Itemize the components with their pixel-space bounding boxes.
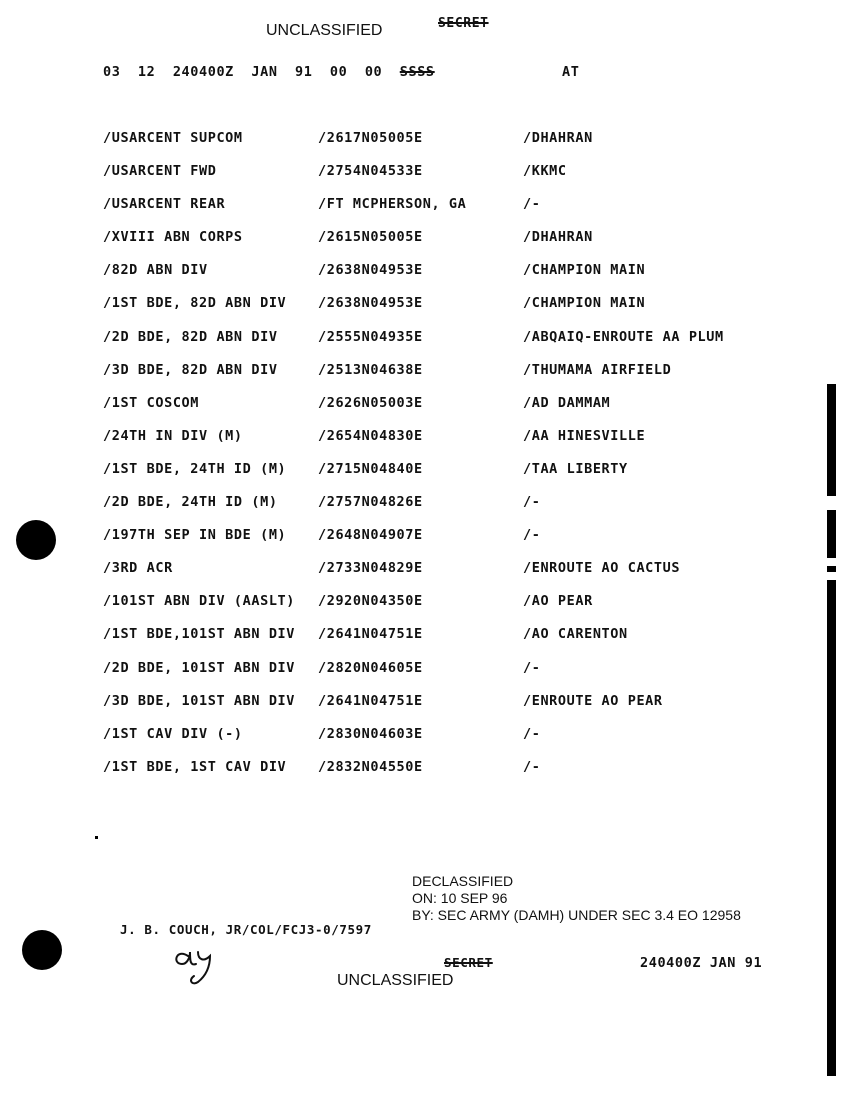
table-row (103, 693, 803, 726)
grid-coordinate: /2920N04350E (318, 593, 423, 610)
unit-location: /THUMAMA AIRFIELD (523, 361, 672, 378)
table-row (103, 759, 803, 792)
unit-location: /ABQAIQ-ENROUTE AA PLUM (523, 328, 724, 345)
unit-location: /CHAMPION MAIN (523, 295, 646, 312)
unit-name: /3D BDE, 82D ABN DIV (103, 361, 278, 378)
grid-coordinate: /2555N04935E (318, 328, 423, 345)
unit-location: /AA HINESVILLE (523, 427, 646, 444)
unit-location: /- (523, 527, 541, 544)
grid-coordinate: /FT MCPHERSON, GA (318, 196, 467, 213)
unit-name: /XVIII ABN CORPS (103, 229, 243, 246)
table-row (103, 229, 803, 262)
unit-name: /USARCENT SUPCOM (103, 130, 243, 146)
unit-location: /- (523, 659, 541, 676)
table-row (103, 130, 803, 163)
dtg-suffix: AT (562, 64, 580, 80)
table-row (103, 428, 803, 461)
grid-coordinate: /2648N04907E (318, 527, 423, 544)
unit-name: /USARCENT FWD (103, 163, 217, 180)
old-marking-bottom: SECRET (444, 955, 493, 970)
unit-location: /DHAHRAN (523, 229, 593, 246)
punch-hole-upper (16, 520, 56, 560)
unit-location: /- (523, 494, 541, 511)
unit-location: /- (523, 758, 541, 775)
signature-block: J. B. COUCH, JR/COL/FCJ3-0/7597 (120, 922, 372, 937)
scan-speck (95, 836, 98, 839)
unit-name: /1ST BDE,101ST ABN DIV (103, 626, 296, 643)
unit-location: /AD DAMMAM (523, 394, 611, 411)
unit-name: /24TH IN DIV (M) (103, 427, 243, 444)
dtg-line (103, 64, 435, 80)
unit-table (103, 130, 803, 792)
unit-location: /TAA LIBERTY (523, 460, 628, 477)
edge-bar-4 (827, 580, 836, 1076)
unit-name: /USARCENT REAR (103, 196, 226, 213)
unit-location: /DHAHRAN (523, 130, 593, 146)
unit-location: /- (523, 196, 541, 213)
dtg-bottom: 240400Z JAN 91 (640, 955, 763, 971)
punch-hole-lower (22, 930, 62, 970)
classification-bottom: UNCLASSIFIED (337, 972, 454, 989)
table-row (103, 395, 803, 428)
grid-coordinate: /2733N04829E (318, 560, 423, 577)
grid-coordinate: /2641N04751E (318, 692, 423, 709)
unit-name: /3RD ACR (103, 560, 173, 577)
table-row (103, 726, 803, 759)
grid-coordinate: /2617N05005E (318, 130, 423, 146)
table-row (103, 560, 803, 593)
unit-location: /ENROUTE AO PEAR (523, 692, 663, 709)
grid-coordinate: /2715N04840E (318, 460, 423, 477)
dtg-struck: SSSS (399, 64, 435, 80)
grid-coordinate: /2513N04638E (318, 361, 423, 378)
unit-name: /1ST BDE, 82D ABN DIV (103, 295, 287, 312)
unit-location: /CHAMPION MAIN (523, 262, 646, 279)
table-row (103, 196, 803, 229)
table-row (103, 163, 803, 196)
unit-location: /- (523, 725, 541, 742)
grid-coordinate: /2638N04953E (318, 262, 423, 279)
table-row (103, 461, 803, 494)
grid-coordinate: /2754N04533E (318, 163, 423, 180)
grid-coordinate: /2757N04826E (318, 494, 423, 511)
edge-bar-2 (827, 510, 836, 558)
unit-name: /197TH SEP IN BDE (M) (103, 527, 287, 544)
classification-top: UNCLASSIFIED (266, 22, 383, 39)
table-row (103, 593, 803, 626)
table-row (103, 362, 803, 395)
dtg-text: 03 12 240400Z JAN 91 00 00 (103, 64, 400, 80)
table-row (103, 262, 803, 295)
grid-coordinate: /2626N05003E (318, 394, 423, 411)
grid-coordinate: /2820N04605E (318, 659, 423, 676)
declass-line-3: BY: SEC ARMY (DAMH) UNDER SEC 3.4 EO 12958 (412, 907, 741, 923)
unit-name: /82D ABN DIV (103, 262, 208, 279)
unit-name: /2D BDE, 101ST ABN DIV (103, 659, 296, 676)
declassification-stamp (412, 873, 741, 924)
unit-name: /1ST BDE, 24TH ID (M) (103, 460, 287, 477)
table-row (103, 527, 803, 560)
table-row (103, 329, 803, 362)
old-marking-top: SECRET (438, 16, 489, 31)
edge-bar-1 (827, 384, 836, 496)
grid-coordinate: /2641N04751E (318, 626, 423, 643)
grid-coordinate: /2615N05005E (318, 229, 423, 246)
grid-coordinate: /2638N04953E (318, 295, 423, 312)
edge-bar-3 (827, 566, 836, 572)
unit-name: /2D BDE, 24TH ID (M) (103, 494, 278, 511)
table-row (103, 626, 803, 659)
grid-coordinate: /2654N04830E (318, 427, 423, 444)
unit-name: /1ST COSCOM (103, 394, 200, 411)
unit-name: /101ST ABN DIV (AASLT) (103, 593, 296, 610)
declass-line-2: ON: 10 SEP 96 (412, 890, 508, 906)
unit-name: /1ST BDE, 1ST CAV DIV (103, 758, 287, 775)
unit-location: /ENROUTE AO CACTUS (523, 560, 681, 577)
table-row (103, 660, 803, 693)
grid-coordinate: /2830N04603E (318, 725, 423, 742)
table-row (103, 295, 803, 328)
unit-name: /1ST CAV DIV (-) (103, 725, 243, 742)
table-row (103, 494, 803, 527)
unit-location: /AO PEAR (523, 593, 593, 610)
unit-name: /2D BDE, 82D ABN DIV (103, 328, 278, 345)
handwritten-initials (168, 938, 228, 988)
declass-line-1: DECLASSIFIED (412, 873, 514, 889)
grid-coordinate: /2832N04550E (318, 758, 423, 775)
unit-location: /AO CARENTON (523, 626, 628, 643)
unit-name: /3D BDE, 101ST ABN DIV (103, 692, 296, 709)
unit-location: /KKMC (523, 163, 567, 180)
